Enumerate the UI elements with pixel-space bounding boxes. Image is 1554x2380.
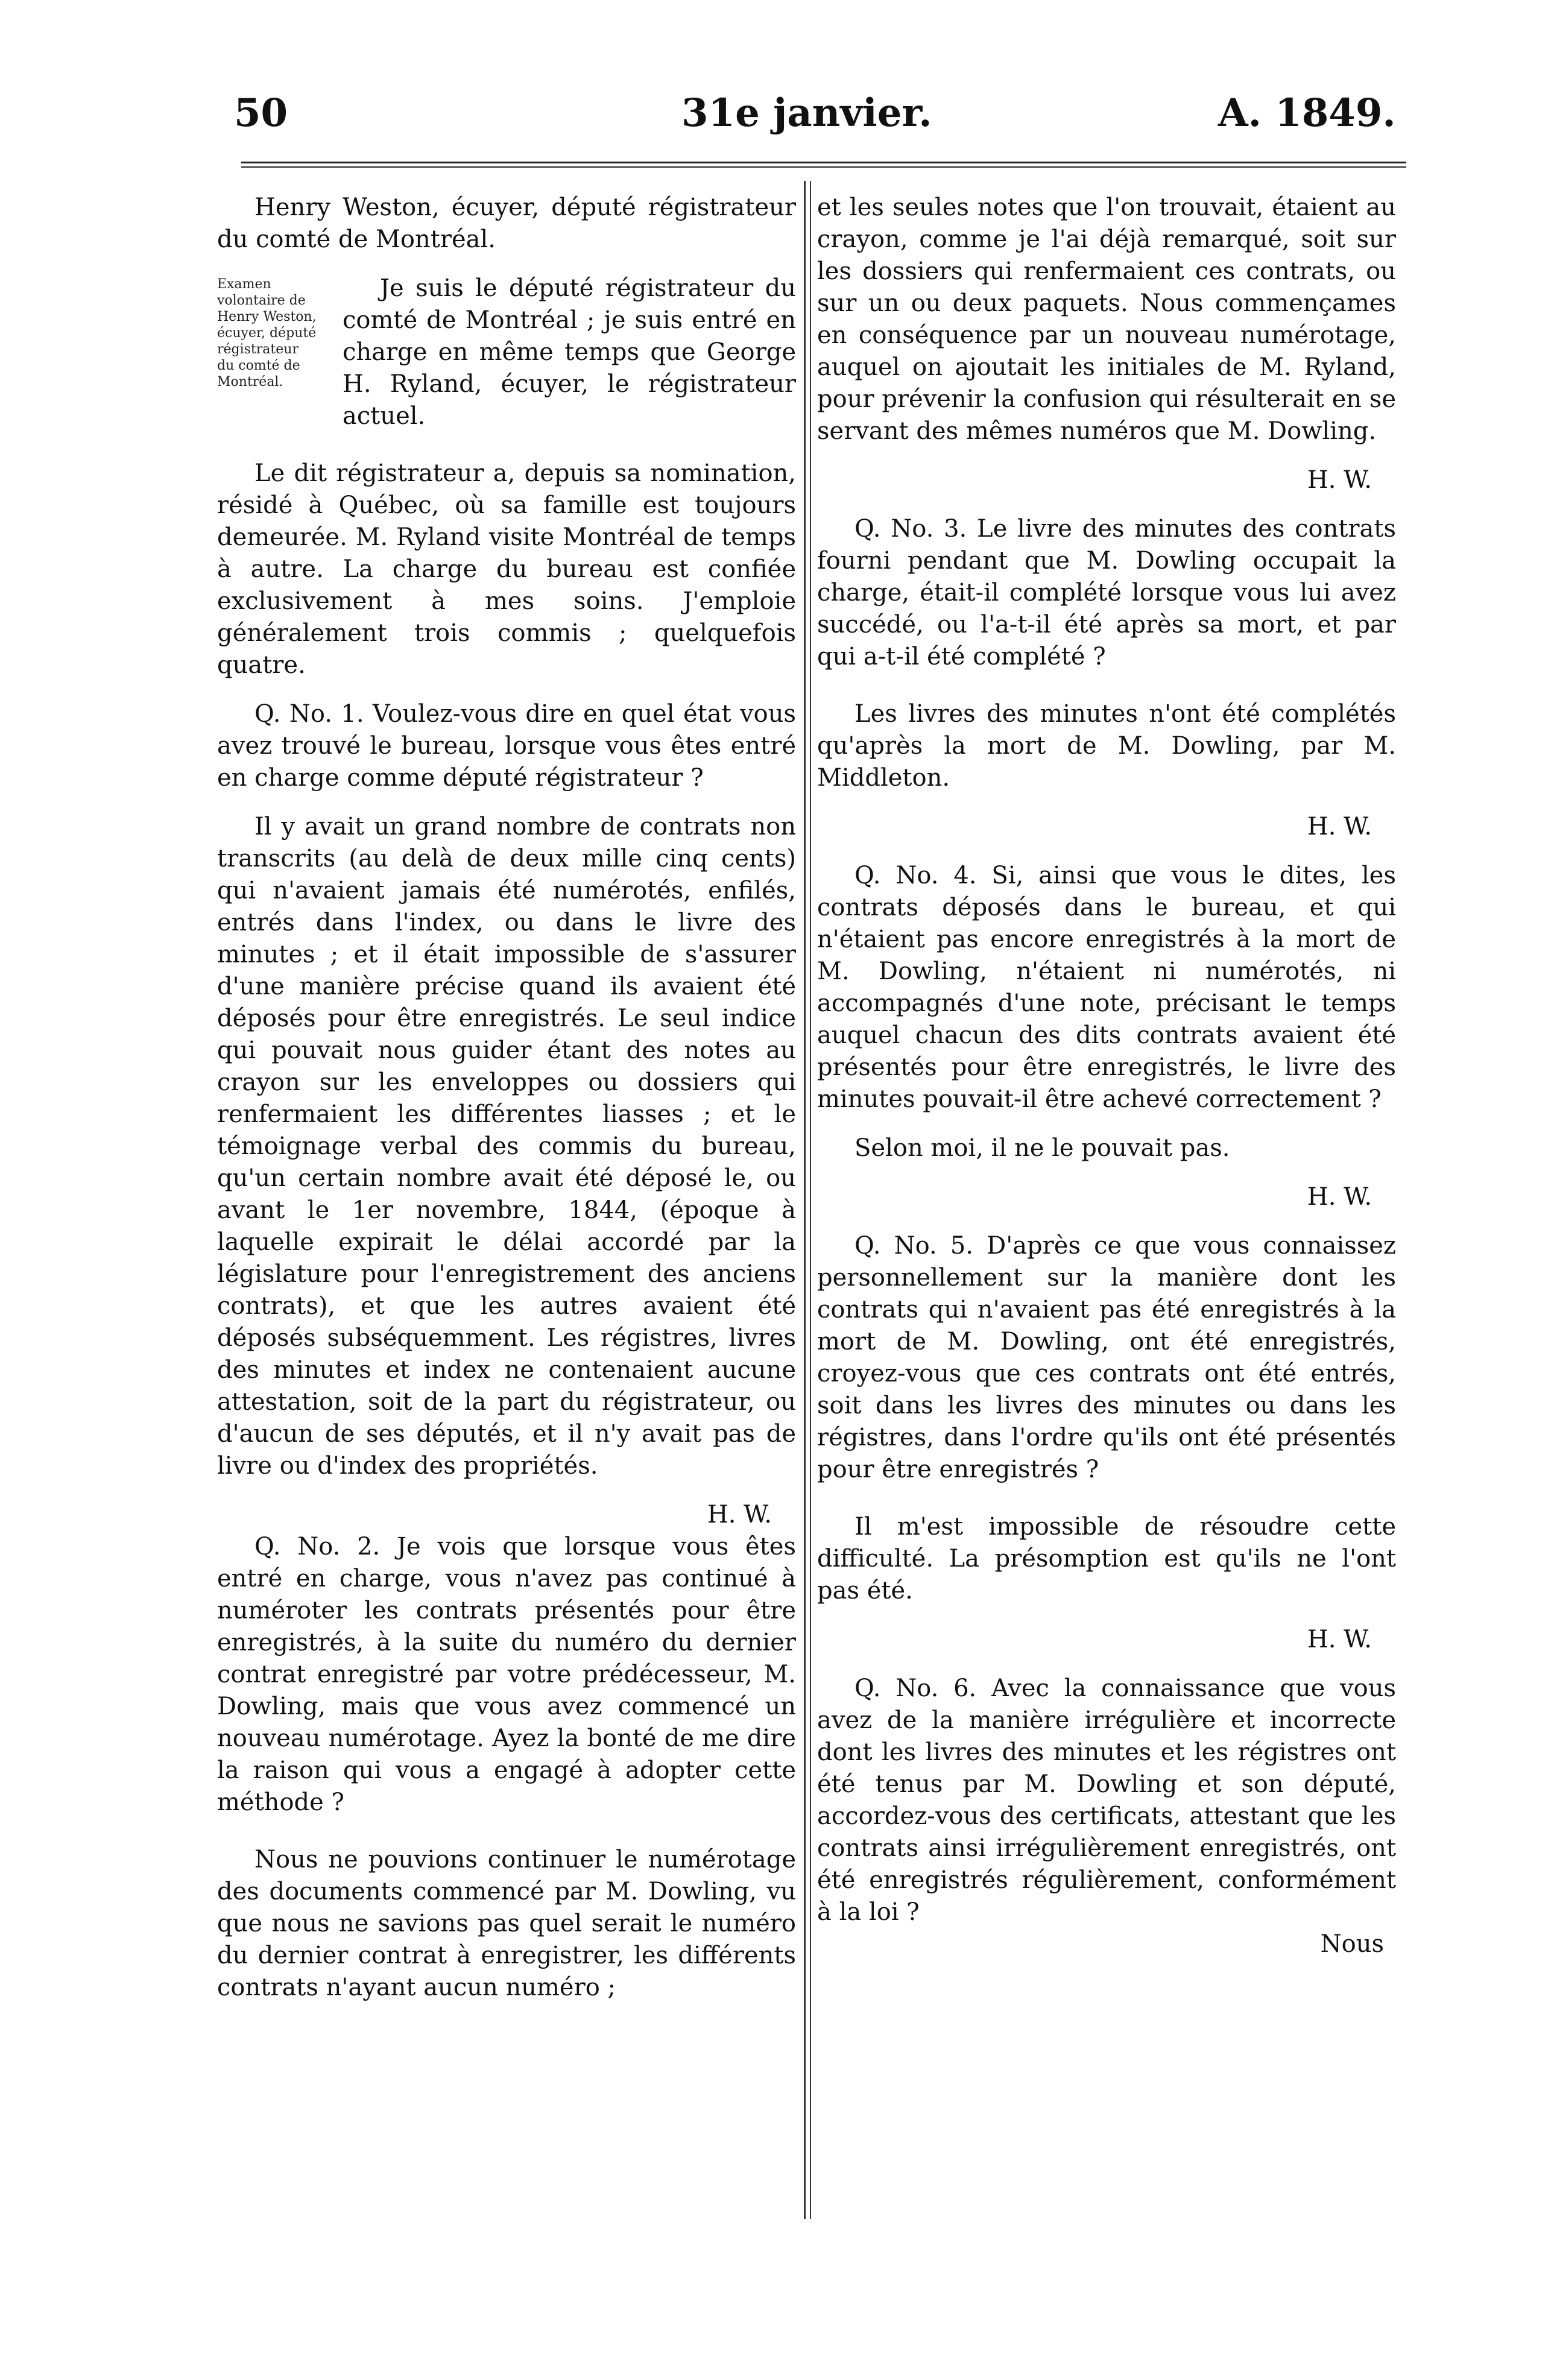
page-number: 50: [234, 90, 288, 136]
signature-initials: H. W.: [1307, 466, 1372, 494]
question-6: Q. No. 6. Avec la connaissance que vous avez de la manière irrégulière et incorrecte dont les livres des minutes et les régistres ont été tenus par M. Dowling et son député, accordez-vous des certificats, attestant que les contrats ainsi irrégulièrement enregistrés, ont été enregistrés régulièrement, conformément à la loi ?: [817, 1675, 1396, 1926]
question-1: Q. No. 1. Voulez-vous dire en quel état vous avez trouvé le bureau, lorsque vous êtes entré en charge comme député régistrateur ?: [217, 700, 796, 792]
signature-initials: H. W.: [1307, 813, 1372, 841]
question-3: Q. No. 3. Le livre des minutes des contrats fourni pendant que M. Dowling occupait la charge, était-il complété lorsque vous lui avez succédé, ou l'a-t-il été après sa mort, et par qui a-t-il été complété ?: [817, 515, 1396, 671]
running-year: A. 1849.: [1218, 90, 1396, 136]
answer-2: Nous ne pouvions continuer le numérotage des documents commencé par M. Dowling, vu que nous ne savions pas quel serait le numéro du dernier contrat à enregistrer, les différents contrats n'ayant aucun numéro ;: [217, 1846, 796, 2001]
answer-4: Selon moi, il ne le pouvait pas.: [854, 1134, 1230, 1162]
right-column: [817, 192, 1396, 1960]
column-divider: [804, 181, 806, 2219]
sidenote-block: [217, 273, 796, 432]
margin-note: Examen volontaire de Henry Weston, écuyer, député régistrateur du comté de Montréal.: [217, 277, 317, 390]
running-date: 31e janvier.: [681, 90, 932, 136]
answer-1: Il y avait un grand nombre de contrats non transcrits (au delà de deux mille cinq cents) qui n'avaient jamais été numérotés, enfilés, entrés dans l'index, ou dans le livre des minutes ; et il était impossible de s'assurer d'une manière précise quand ils avaient été déposés pour être enregistrés. Le seul indice qui pouvait nous guider étant des notes au crayon sur les enveloppes ou dossiers qui renfermaient les différentes liasses ; et le témoignage verbal des commis du bureau, qu'un certain nombre avait été déposé le, ou avant le 1er novembre, 1844, (époque à laquelle expirait le délai accordé par la législature pour l'enregistrement des anciens contrats), et que les autres avaient été déposés subséquemment. Les régistres, livres des minutes et index ne contenaient aucune attestation, soit de la part du régistrateur, ou d'aucun de ses députés, et il n'y avait pas de livre ou d'index des propriétés.: [217, 813, 796, 1480]
testimony-paragraph: Je suis le député régistrateur du comté de Montréal ; je suis entré en charge en même temps que George H. Ryland, écuyer, le régistrateur actuel.: [343, 274, 796, 430]
header-rule-thin: [241, 166, 1406, 168]
column-divider-thin: [810, 181, 811, 2219]
signature-initials: H. W.: [1307, 1626, 1372, 1653]
left-column: [217, 192, 796, 2004]
witness-intro: Henry Weston, écuyer, député régistrateur du comté de Montréal.: [217, 194, 796, 253]
answer-3: Les livres des minutes n'ont été complétés qu'après la mort de M. Dowling, par M. Middleton.: [817, 700, 1396, 792]
testimony-paragraph: Le dit régistrateur a, depuis sa nomination, résidé à Québec, où sa famille est toujours demeurée. M. Ryland visite Montréal de temps à autre. La charge du bureau est confiée exclusivement à mes soins. J'emploie généralement trois commis ; quelquefois quatre.: [217, 459, 796, 679]
question-2: Q. No. 2. Je vois que lorsque vous êtes entré en charge, vous n'avez pas continué à numéroter les contrats présentés pour être enregistrés, à la suite du numéro du dernier contrat enregistré par votre prédécesseur, M. Dowling, mais que vous avez commencé un nouveau numérotage. Ayez la bonté de me dire la raison qui vous a engagé à adopter cette méthode ?: [217, 1533, 796, 1816]
signature-initials: H. W.: [707, 1501, 772, 1529]
signature-initials: H. W.: [1307, 1183, 1372, 1211]
answer-5: Il m'est impossible de résoudre cette difficulté. La présomption est qu'ils ne l'ont pas été.: [817, 1513, 1396, 1605]
catchword: Nous: [1320, 1930, 1384, 1958]
question-5: Q. No. 5. D'après ce que vous connaissez personnellement sur la manière dont les contrats qui n'avaient pas été enregistrés à la mort de M. Dowling, ont été enregistrés, croyez-vous que ces contrats ont été entrés, soit dans les livres des minutes ou dans les régistres, dans l'ordre qu'ils ont été présentés pour être enregistrés ?: [817, 1232, 1396, 1483]
answer-2-continued: et les seules notes que l'on trouvait, étaient au crayon, comme je l'ai déjà remarqué, soit sur les dossiers qui renfermaient ces contrats, ou sur un ou deux paquets. Nous commençames en conséquence par un nouveau numérotage, auquel on ajoutait les initiales de M. Ryland, pour prévenir la confusion qui résulterait en se servant des mêmes numéros que M. Dowling.: [817, 194, 1396, 445]
header-rule: [241, 162, 1406, 163]
question-4: Q. No. 4. Si, ainsi que vous le dites, les contrats déposés dans le bureau, et qui n'étaient pas encore enregistrés à la mort de M. Dowling, n'étaient ni numérotés, ni accompagnés d'une note, précisant le temps auquel chacun des dits contrats avaient été présentés pour être enregistrés, le livre des minutes pouvait-il être achevé correctement ?: [817, 862, 1396, 1113]
